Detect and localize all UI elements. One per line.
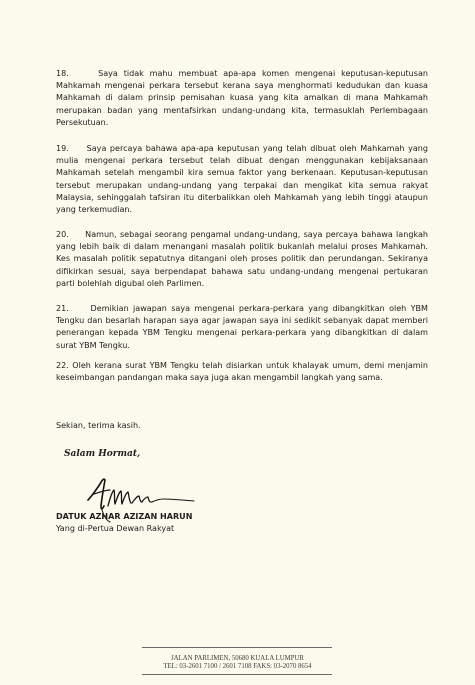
paragraph-21	[56, 303, 428, 352]
paragraph-text: Saya tidak mahu membuat apa-apa komen mengenai keputusan-keputusan Mahkamah mengenai perkara tersebut kerana saya menghormati kedudukan dan kuasa Mahkamah di dalam prinsip pemisahan kuasa yang kita amalkan di mana Mahkamah merupakan badan yang mentafsirkan undang-undang kita, termasuklah Perlembagaan Persekutuan.	[56, 69, 428, 127]
paragraph-number: 20.	[56, 230, 69, 239]
paragraph-text: Saya percaya bahawa apa-apa keputusan yang telah dibuat oleh Mahkamah yang mulia mengenai perkara tersebut telah dibuat dengan menggunakan kebijaksanaan Mahkamah setelah mengambil kira semua faktor yang berkenaan. Keputusan-keputusan tersebut merupakan undang-undang yang terpakai dan mengikat kita semua rakyat Malaysia, sehinggalah tafsiran itu diterbalikkan oleh Mahkamah yang lebih tinggi ataupun yang terkemudian.	[56, 144, 428, 215]
footer-address: JALAN PARLIMEN, 50680 KUALA LUMPUR	[171, 655, 304, 662]
signatory-name: DATUK AZHAR AZIZAN HARUN	[56, 512, 193, 521]
closing-line: Sekian, terima kasih.	[56, 421, 141, 430]
salutation: Salam Hormat,	[64, 449, 141, 459]
footer-contact: TEL: 03-2601 7100 / 2601 7108 FAKS: 03-2070 8654	[163, 663, 312, 670]
paragraph-text: Oleh kerana surat YBM Tengku telah disiarkan untuk khalayak umum, demi menjamin keseimbangan pandangan maka saya juga akan mengambil langkah yang sama.	[56, 361, 428, 383]
paragraph-22	[56, 360, 428, 384]
paragraph-18	[56, 68, 428, 129]
paragraph-19	[56, 143, 428, 216]
signatory-title: Yang di-Pertua Dewan Rakyat	[56, 524, 175, 533]
paragraph-20	[56, 229, 428, 290]
paragraph-number: 22.	[56, 361, 69, 370]
footer-divider-bottom	[142, 674, 332, 675]
paragraph-number: 18.	[56, 69, 69, 78]
paragraph-text: Namun, sebagai seorang pengamal undang-undang, saya percaya bahawa langkah yang lebih baik di dalam menangani masalah politik bukanlah melalui proses Mahkamah. Kes masalah politik sepatutnya ditangani oleh proses politik dan perundangan. Sekiranya difikirkan sesuai, saya berpendapat bahawa satu undang-undang mengenai pertukaran parti bolehlah digubal oleh Parlimen.	[56, 230, 428, 288]
footer-divider-top	[142, 647, 332, 648]
paragraph-number: 21.	[56, 304, 69, 313]
paragraph-number: 19.	[56, 144, 69, 153]
paragraph-text: Demikian jawapan saya mengenai perkara-perkara yang dibangkitkan oleh YBM Tengku dan besarlah harapan saya agar jawapan saya ini sedikit sebanyak dapat memberi penerangan kepada YBM Tengku mengenai perkara-perkara yang dibangkitkan di dalam surat YBM Tengku.	[56, 304, 429, 350]
